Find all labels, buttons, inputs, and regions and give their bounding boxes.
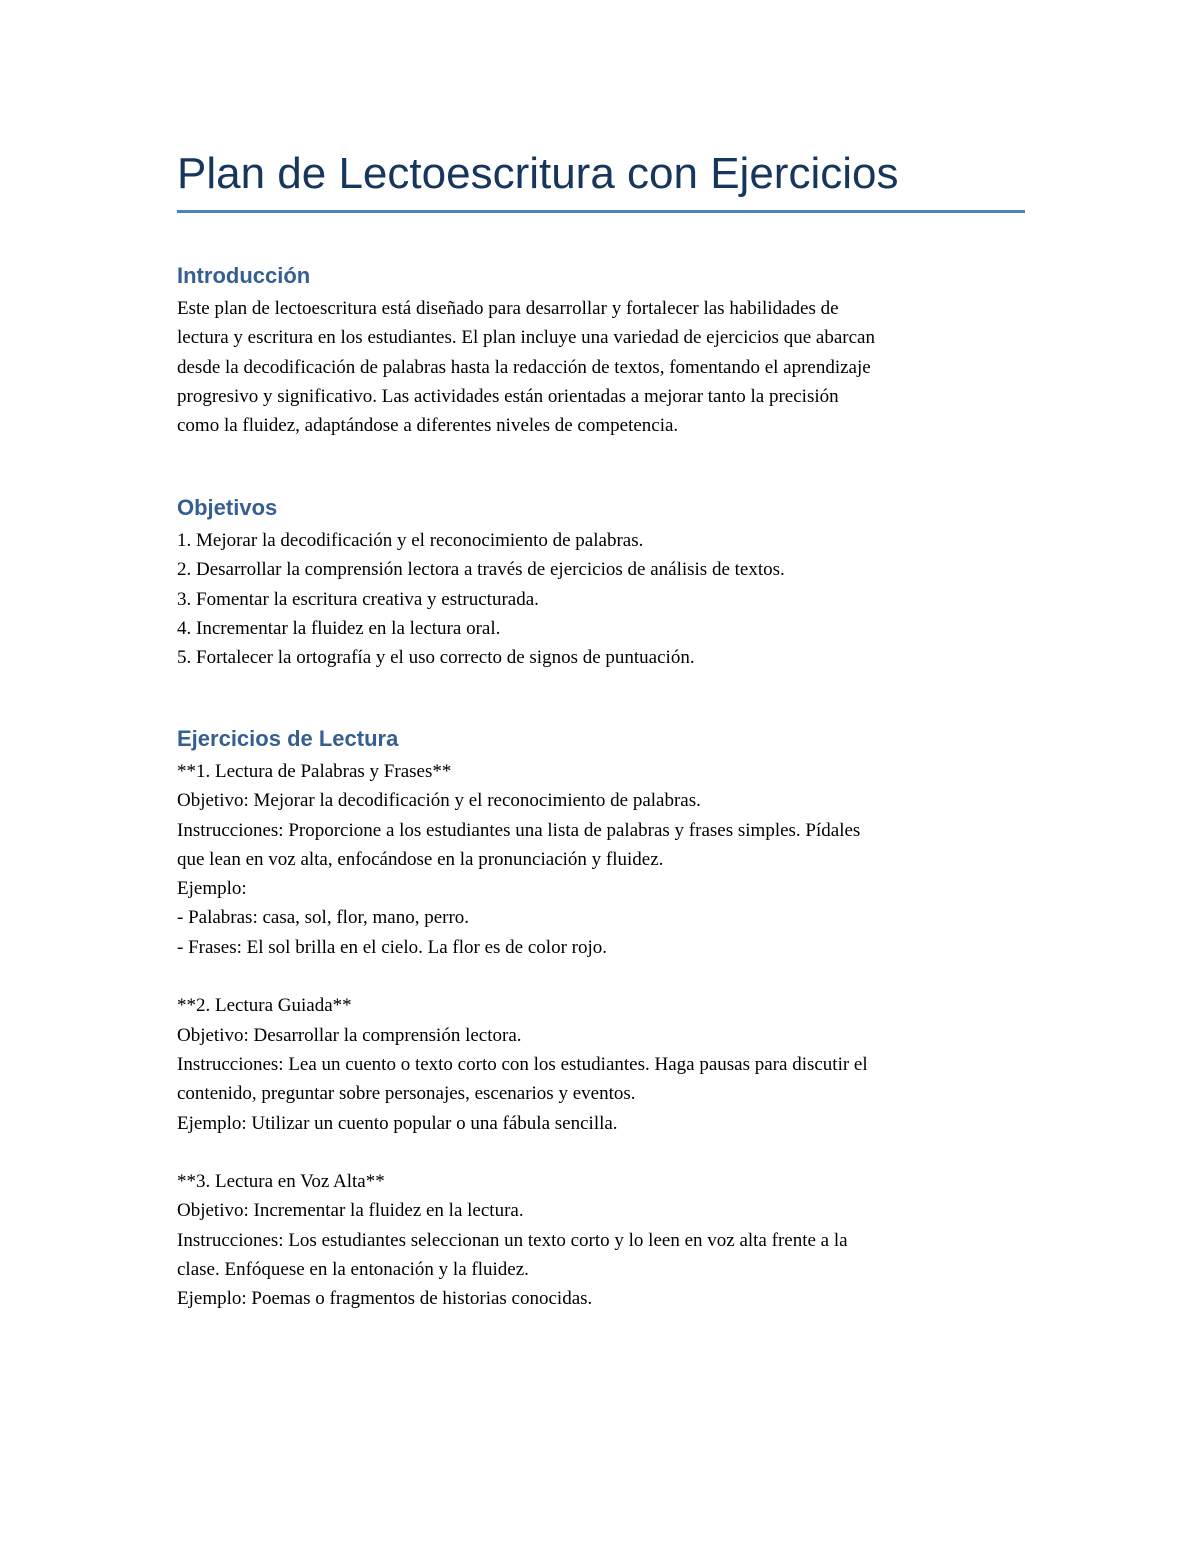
exercise-block: [177, 991, 1025, 1137]
list-item: 1. Mejorar la decodificación y el reconocimiento de palabras.: [177, 530, 644, 551]
exercise-title: **3. Lectura en Voz Alta**: [177, 1171, 385, 1193]
blank-line: [177, 1138, 1025, 1167]
paragraph-line: lectura y escritura en los estudiantes. El plan incluye una variedad de ejercicios que abarcan: [177, 327, 875, 349]
list-item: 4. Incrementar la fluidez en la lectura oral.: [177, 617, 501, 639]
exercise-title: **1. Lectura de Palabras y Frases**: [177, 761, 452, 782]
list-item: 5. Fortalecer la ortografía y el uso correcto de signos de puntuación.: [177, 647, 695, 669]
exercise-line: - Frases: El sol brilla en el cielo. La flor es de color rojo.: [177, 936, 608, 958]
exercise-block: [177, 757, 1025, 962]
exercise-line: que lean en voz alta, enfocándose en la pronunciación y fluidez.: [177, 848, 664, 870]
exercise-line: contenido, preguntar sobre personajes, escenarios y eventos.: [177, 1083, 636, 1105]
exercise-line: clase. Enfóquese en la entonación y la fluidez.: [177, 1259, 529, 1281]
exercise-title: **2. Lectura Guiada**: [177, 995, 352, 1017]
document-title: Plan de Lectoescritura con Ejercicios: [177, 149, 899, 198]
exercise-line: - Palabras: casa, sol, flor, mano, perro.: [177, 907, 470, 929]
intro-paragraph: [177, 294, 1025, 440]
title-underline: [177, 210, 1025, 213]
exercise-line: Objetivo: Desarrollar la comprensión lectora.: [177, 1024, 522, 1046]
exercise-line: Ejemplo:: [177, 878, 247, 900]
exercise-line: Instrucciones: Proporcione a los estudiantes una lista de palabras y frases simples. Pídales: [177, 819, 861, 841]
list-item: 3. Fomentar la escritura creativa y estructurada.: [177, 588, 539, 610]
section-objetivos: [177, 494, 1025, 672]
exercise-block: [177, 1167, 1025, 1313]
exercise-line: Objetivo: Mejorar la decodificación y el reconocimiento de palabras.: [177, 790, 701, 812]
paragraph-line: progresivo y significativo. Las actividades están orientadas a mejorar tanto la precisión: [177, 385, 839, 407]
exercise-line: Objetivo: Incrementar la fluidez en la lectura.: [177, 1200, 524, 1222]
objetivos-list: [177, 526, 1025, 672]
exercise-line: Ejemplo: Poemas o fragmentos de historias conocidas.: [177, 1288, 593, 1310]
exercise-line: Instrucciones: Lea un cuento o texto corto con los estudiantes. Haga pausas para discutir el: [177, 1053, 868, 1075]
blank-line: [177, 962, 1025, 991]
section-introduccion: [177, 262, 1025, 440]
section-ejercicios-lectura: [177, 725, 1025, 1314]
paragraph-line: Este plan de lectoescritura está diseñado para desarrollar y fortalecer las habilidades de: [177, 298, 839, 319]
paragraph-line: como la fluidez, adaptándose a diferentes niveles de competencia.: [177, 415, 679, 437]
section-heading-ejercicios-lectura: Ejercicios de Lectura: [177, 726, 399, 751]
paragraph-line: desde la decodificación de palabras hasta la redacción de textos, fomentando el aprendizaje: [177, 356, 871, 378]
exercise-line: Ejemplo: Utilizar un cuento popular o una fábula sencilla.: [177, 1112, 618, 1134]
ejercicios-body: [177, 757, 1025, 1314]
section-heading-objetivos: Objetivos: [177, 495, 278, 520]
list-item: 2. Desarrollar la comprensión lectora a través de ejercicios de análisis de textos.: [177, 559, 785, 581]
exercise-line: Instrucciones: Los estudiantes seleccionan un texto corto y lo leen en voz alta frente a la: [177, 1229, 848, 1251]
section-heading-introduccion: Introducción: [177, 263, 311, 288]
